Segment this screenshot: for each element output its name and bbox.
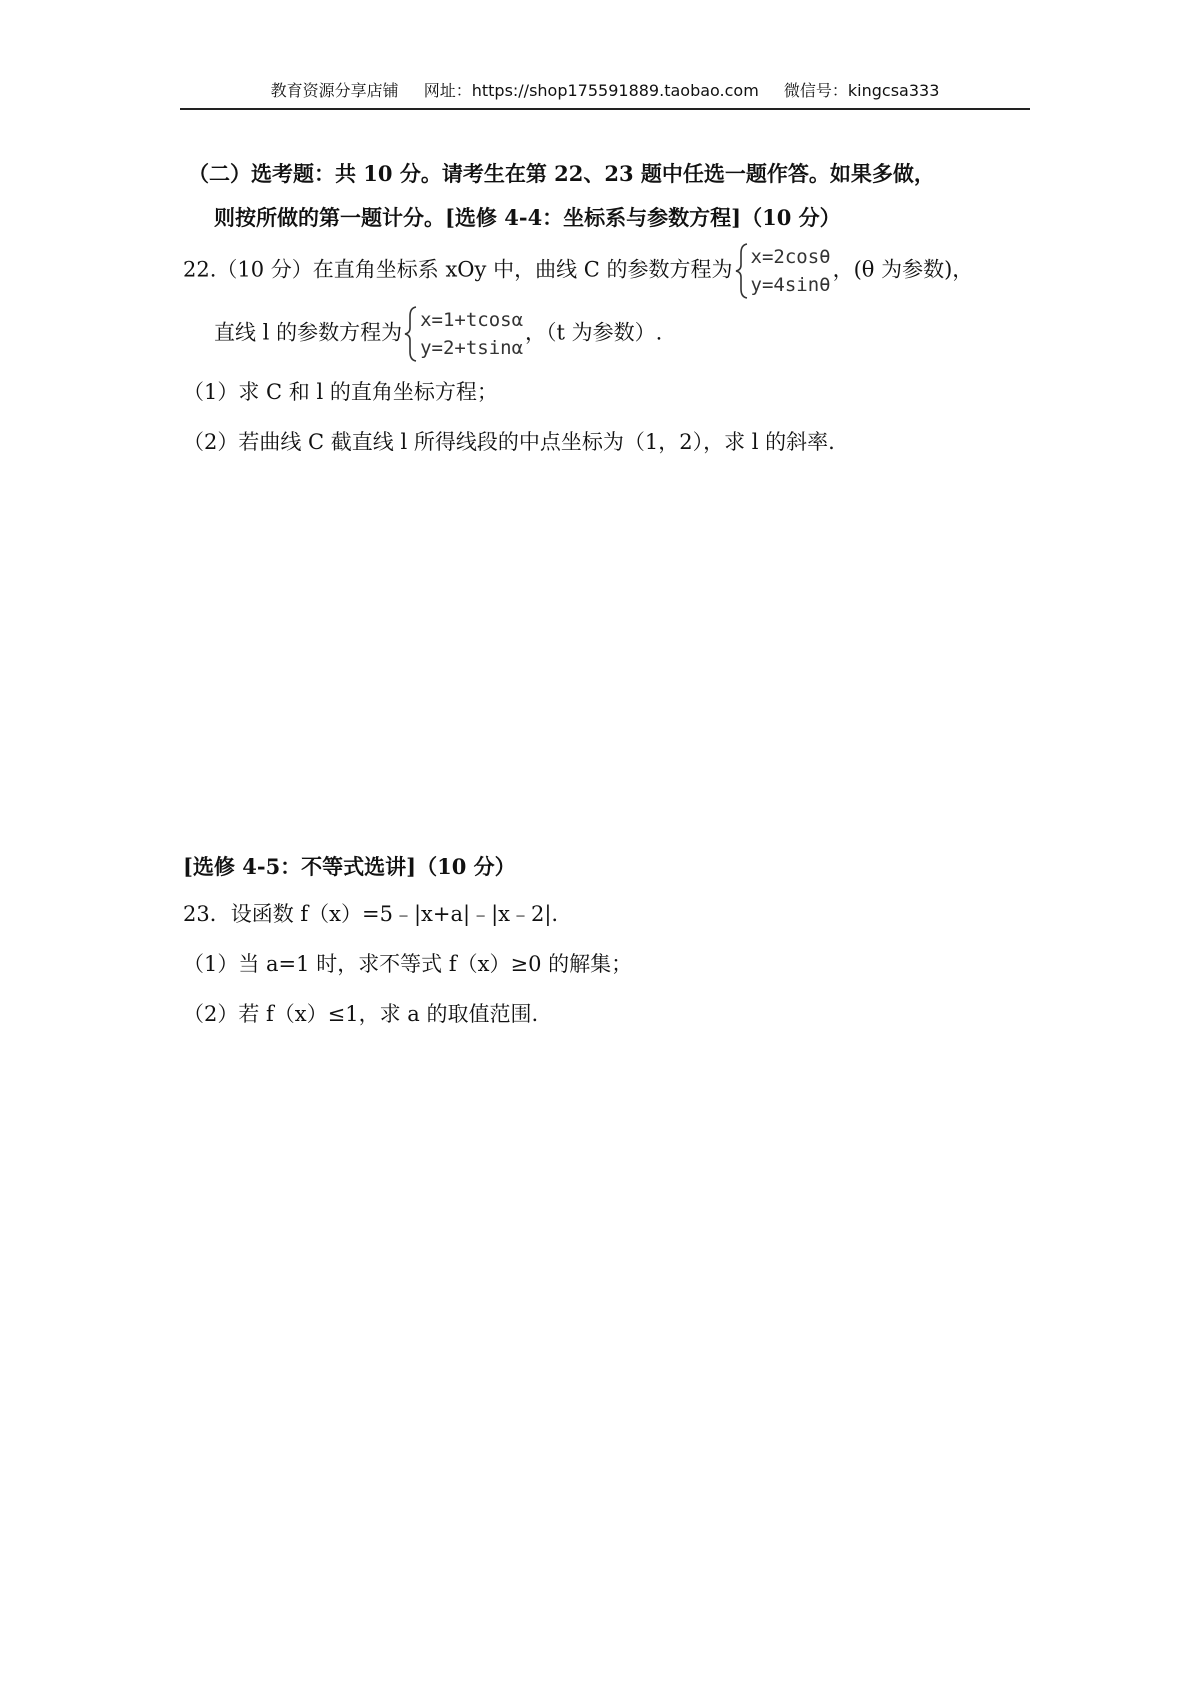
question-22-intro: 22.（10 分）在直角坐标系 xOy 中，曲线 C 的参数方程为 (183, 257, 733, 282)
page-header (180, 78, 1030, 110)
line-l-parameter-note: ，（t 为参数）. (525, 320, 663, 345)
line-l-y-equation: y=2+tsinα (420, 337, 524, 359)
line-l-x-equation: x=1+tcosα (420, 309, 524, 331)
wechat-id: 微信号：kingcsa333 (783, 81, 940, 100)
question-23-part1: （1）当 a=1 时，求不等式 f（x）≥0 的解集； (183, 952, 633, 976)
shop-url: 网址：https://shop175591889.taobao.com (423, 81, 759, 100)
question-23-intro: 23．设函数 f（x）=5﹣|x+a|﹣|x﹣2|. (183, 902, 559, 926)
curve-c-parameter-note: ，(θ 为参数)， (832, 257, 974, 282)
line-l-equation-system (404, 306, 523, 362)
question-22-intro-line (183, 243, 973, 299)
curve-c-equation-system (735, 243, 831, 299)
question-23-part2: （2）若 f（x）≤1，求 a 的取值范围. (183, 1002, 539, 1026)
left-brace-icon (735, 243, 749, 299)
left-brace-icon (404, 306, 418, 362)
curve-c-y-equation: y=4sinθ (750, 274, 831, 296)
question-22-part1: （1）求 C 和 l 的直角坐标方程； (183, 380, 498, 404)
question-22-part2: （2）若曲线 C 截直线 l 所得线段的中点坐标为（1，2），求 l 的斜率. (183, 430, 835, 454)
section-4-5-title: [选修 4-5：不等式选讲]（10 分） (183, 854, 516, 879)
line-l-intro-line (214, 306, 662, 362)
curve-c-x-equation: x=2cosθ (750, 246, 831, 268)
line-l-intro: 直线 l 的参数方程为 (214, 320, 403, 345)
section-instruction-line1: （二）选考题：共 10 分。请考生在第 22、23 题中任选一题作答。如果多做， (188, 161, 935, 186)
shop-name: 教育资源分享店铺 (270, 81, 399, 100)
section-instruction-line2: 则按所做的第一题计分。[选修 4-4：坐标系与参数方程]（10 分） (214, 205, 841, 230)
